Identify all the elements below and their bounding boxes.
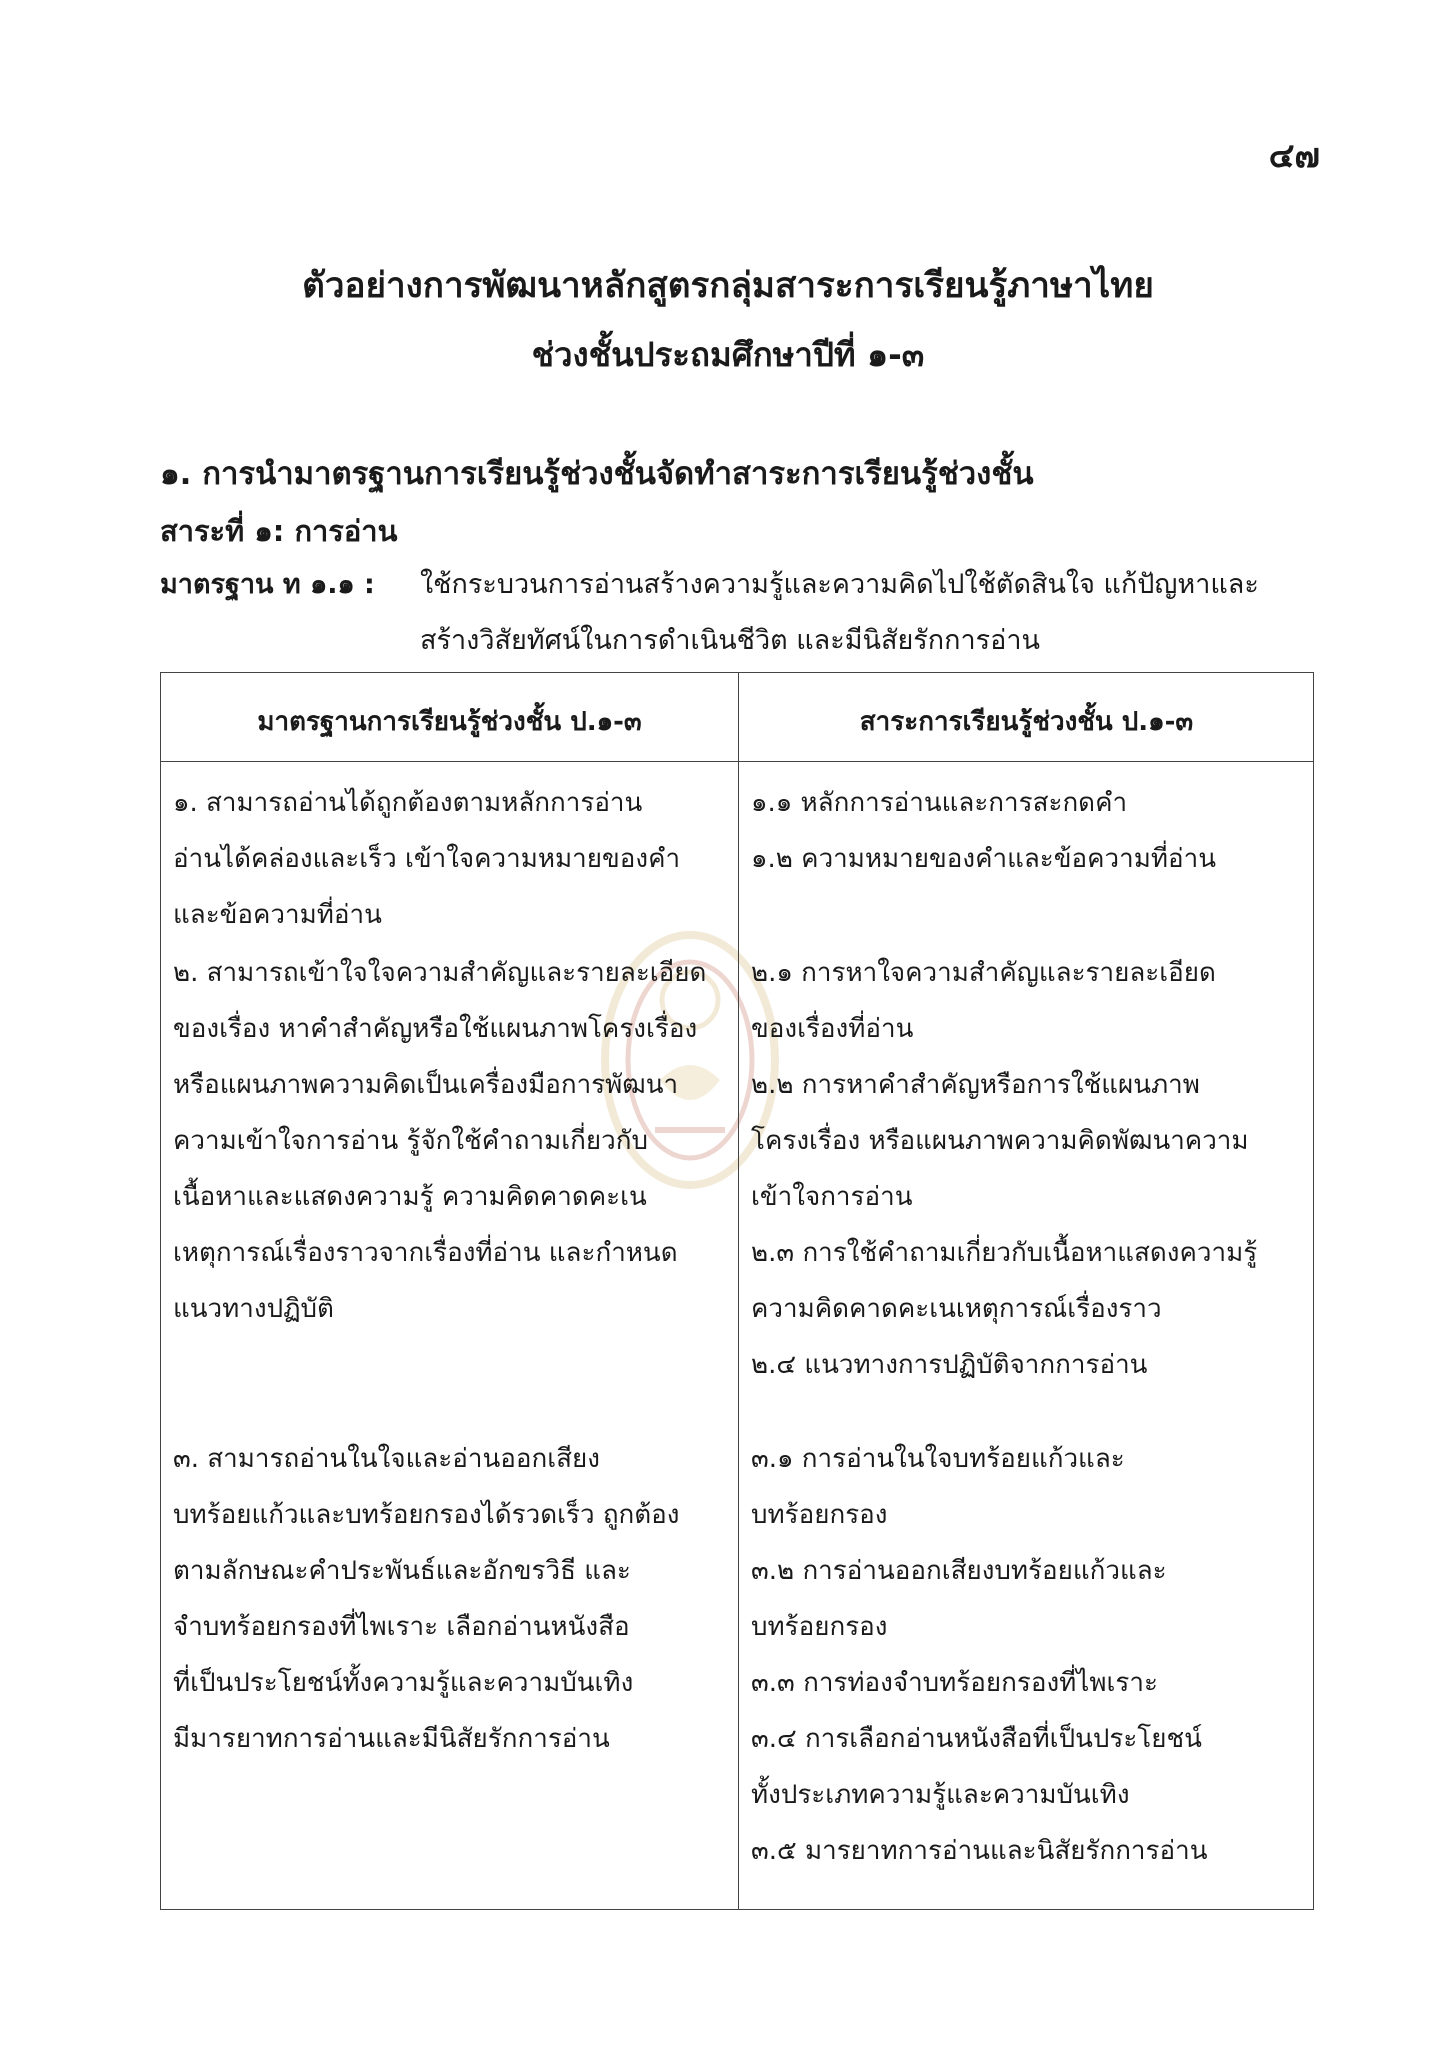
table-cell-line: ของเรื่อง หาคำสำคัญหรือใช้แผนภาพโครงเรื่อง [173,1014,698,1044]
content-table [160,672,1314,1910]
table-cell-line: ๒.๔ แนวทางการปฏิบัติจากการอ่าน [751,1350,1148,1380]
header-learning-content: สาระการเรียนรู้ช่วงชั้น ป.๑-๓ [859,707,1194,737]
table-cell-line: เนื้อหาและแสดงความรู้ ความคิดคาดคะเน [173,1182,647,1212]
section-heading: ๑. การนำมาตรฐานการเรียนรู้ช่วงชั้นจัดทำสาระการเรียนรู้ช่วงชั้น [160,456,1034,492]
table-cell-line: ตามลักษณะคำประพันธ์และอักขรวิธี และ [173,1556,631,1586]
table-cell-line: มีมารยาทการอ่านและมีนิสัยรักการอ่าน [173,1724,610,1754]
header-learning-standards: มาตรฐานการเรียนรู้ช่วงชั้น ป.๑-๓ [257,707,642,737]
table-cell-line: เหตุการณ์เรื่องราวจากเรื่องที่อ่าน และกำหนด [173,1238,678,1268]
document-subtitle: ช่วงชั้นประถมศึกษาปีที่ ๑-๓ [531,335,925,374]
table-cell-line: โครงเรื่อง หรือแผนภาพความคิดพัฒนาความ [751,1126,1249,1156]
table-cell-line: ๑.๒ ความหมายของคำและข้อความที่อ่าน [751,844,1216,874]
table-cell-line: ๑.๑ หลักการอ่านและการสะกดคำ [751,788,1128,818]
table-cell-line: อ่านได้คล่องและเร็ว เข้าใจความหมายของคำ [173,844,681,874]
standard-label: มาตรฐาน ท ๑.๑ : [160,569,375,600]
table-cell-line: ที่เป็นประโยชน์ทั้งความรู้และความบันเทิง [173,1668,634,1698]
table-cell-line: จำบทร้อยกรองที่ไพเราะ เลือกอ่านหนังสือ [173,1612,630,1642]
table-cell-line: ๓.๕ มารยาทการอ่านและนิสัยรักการอ่าน [751,1836,1208,1866]
header-divider [161,761,1313,762]
table-cell-line: ๓.๑ การอ่านในใจบทร้อยแก้วและ [751,1444,1125,1474]
table-cell-line: ของเรื่องที่อ่าน [751,1014,914,1044]
table-cell-line: บทร้อยแก้วและบทร้อยกรองได้รวดเร็ว ถูกต้อง [173,1500,680,1530]
table-cell-line: บทร้อยกรอง [751,1500,888,1530]
document-title: ตัวอย่างการพัฒนาหลักสูตรกลุ่มสาระการเรียนรู้ภาษาไทย [302,266,1154,306]
table-cell-line: ความคิดคาดคะเนเหตุการณ์เรื่องราว [751,1294,1162,1324]
table-cell-line: หรือแผนภาพความคิดเป็นเครื่องมือการพัฒนา [173,1070,679,1100]
standard-text-line: ใช้กระบวนการอ่านสร้างความรู้และความคิดไปใช้ตัดสินใจ แก้ปัญหาและ [420,569,1259,600]
column-divider [738,673,739,1909]
table-cell-line: ๓.๔ การเลือกอ่านหนังสือที่เป็นประโยชน์ [751,1724,1202,1754]
table-cell-line: แนวทางปฏิบัติ [173,1294,334,1324]
table-cell-line: ๒.๑ การหาใจความสำคัญและรายละเอียด [751,958,1216,988]
table-cell-line: ๑. สามารถอ่านได้ถูกต้องตามหลักการอ่าน [173,788,643,818]
table-cell-line: ๓.๓ การท่องจำบทร้อยกรองที่ไพเราะ [751,1668,1158,1698]
table-cell-line: ทั้งประเภทความรู้และความบันเทิง [751,1780,1130,1810]
page-number: ๔๗ [1268,136,1320,176]
table-cell-line: ๒.๓ การใช้คำถามเกี่ยวกับเนื้อหาแสดงความรู้ [751,1238,1258,1268]
strand-heading: สาระที่ ๑: การอ่าน [160,514,398,548]
table-cell-line: ๒. สามารถเข้าใจใจความสำคัญและรายละเอียด [173,958,707,988]
standard-text-line: สร้างวิสัยทัศน์ในการดำเนินชีวิต และมีนิสัยรักการอ่าน [420,625,1040,656]
table-cell-line: ๓.๒ การอ่านออกเสียงบทร้อยแก้วและ [751,1556,1167,1586]
table-cell-line: บทร้อยกรอง [751,1612,888,1642]
table-cell-line: ความเข้าใจการอ่าน รู้จักใช้คำถามเกี่ยวกับ [173,1126,648,1156]
table-cell-line: ๓. สามารถอ่านในใจและอ่านออกเสียง [173,1444,600,1474]
table-cell-line: ๒.๒ การหาคำสำคัญหรือการใช้แผนภาพ [751,1070,1200,1100]
table-cell-line: และข้อความที่อ่าน [173,900,382,930]
table-cell-line: เข้าใจการอ่าน [751,1182,913,1212]
